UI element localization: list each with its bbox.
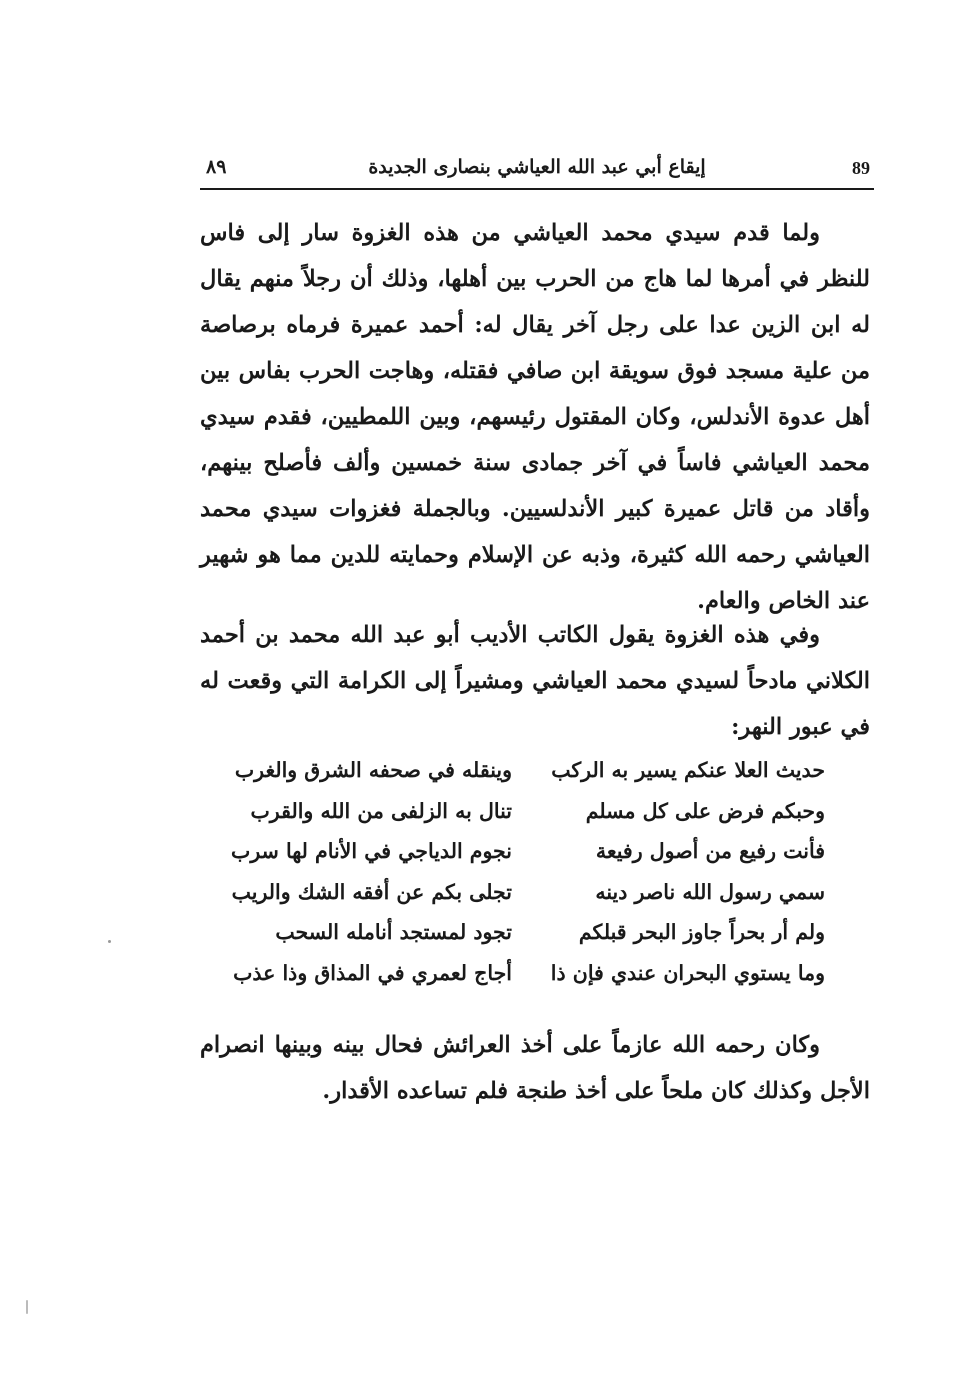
verse-second-hemistich: تجلى بكم عن أفقه الشك والريب — [231, 879, 512, 904]
verse-second-hemistich: تنال به الزلفى من الله والقرب — [250, 798, 512, 823]
verse-second-hemistich: تجود لمستجد أنامله السحب — [275, 920, 512, 944]
verse-first-hemistich: فأنت رفيع من أصول رفيعة — [595, 839, 825, 863]
paragraph-3: وكان رحمه الله عازماً على أخذ العرائش فحال بينه وبينها انصرام الأجل وكذلك كان ملحاً على أخذ طنجة فلم تساعده الأقدار. — [200, 1032, 870, 1104]
verse-first-hemistich: ولم أر بحراً جاوز البحر قبلكم — [578, 920, 825, 944]
poem-verse — [200, 914, 870, 955]
paragraph-1: ولما قدم سيدي محمد العياشي من هذه الغزوة سار إلى فاس للنظر في أمرها لما هاج من الحرب بين أهلها، وذلك أن رجلاً منهم يقال له ابن الزين عدا على رجل آخر يقال له: أحمد عميرة فرماه برصاصة من علية مسجد فوق سويقة ابن صافي فقتله، وهاجت الحرب بفاس بين أهل عدوة الأندلس، وكان المقتول رئيسهم، وبين اللمطيين، فقدم سيدي محمد العياشي فاساً في آخر جمادى سنة خمسين وألف فأصلح بينهم، وأقاد من قاتل عميرة كبير الأندلسيين. وبالجملة فغزوات سيدي محمد العياشي رحمه الله كثيرة، وذبه عن الإسلام وحمايته للدين مما هو شهير عند الخاص والعام. — [200, 220, 870, 614]
verse-second-hemistich: نجوم الدياجي في الأنام لها سرب — [231, 839, 512, 863]
verse-first-hemistich: وما يستوي البحران عندي فإن ذا — [550, 960, 825, 985]
page-number-latin: 89 — [852, 158, 870, 178]
page-header — [200, 152, 874, 190]
verse-second-hemistich: أجاج لعمري في المذاق وذا عذب — [233, 960, 512, 985]
scan-speck — [26, 1300, 28, 1314]
scan-speck — [108, 940, 111, 943]
poem-verse — [200, 874, 870, 915]
verse-first-hemistich: حديث العلا عنكم يسير به الركب — [551, 758, 825, 782]
paragraph-2: وفي هذه الغزوة يقول الكاتب الأديب أبو عبد الله محمد بن أحمد الكلاني مادحاً لسيدي محمد العياشي ومشيراً إلى الكرامة التي وقعت له في عبور النهر: — [200, 622, 870, 740]
verse-first-hemistich: وحبكم فرض على كل مسلم — [585, 798, 825, 823]
poem-verse — [200, 752, 870, 793]
page-number-arabic: ٨٩ — [206, 156, 227, 178]
poem — [200, 752, 870, 995]
poem-verse — [200, 955, 870, 996]
running-title: إيقاع أبي عبد الله العياشي بنصارى الجديدة — [368, 156, 706, 178]
verse-second-hemistich: وينقله في صحفه الشرق والغرب — [234, 758, 512, 782]
poem-verse — [200, 793, 870, 834]
verse-first-hemistich: سمي رسول الله ناصر دينه — [595, 879, 825, 904]
poem-verse — [200, 833, 870, 874]
